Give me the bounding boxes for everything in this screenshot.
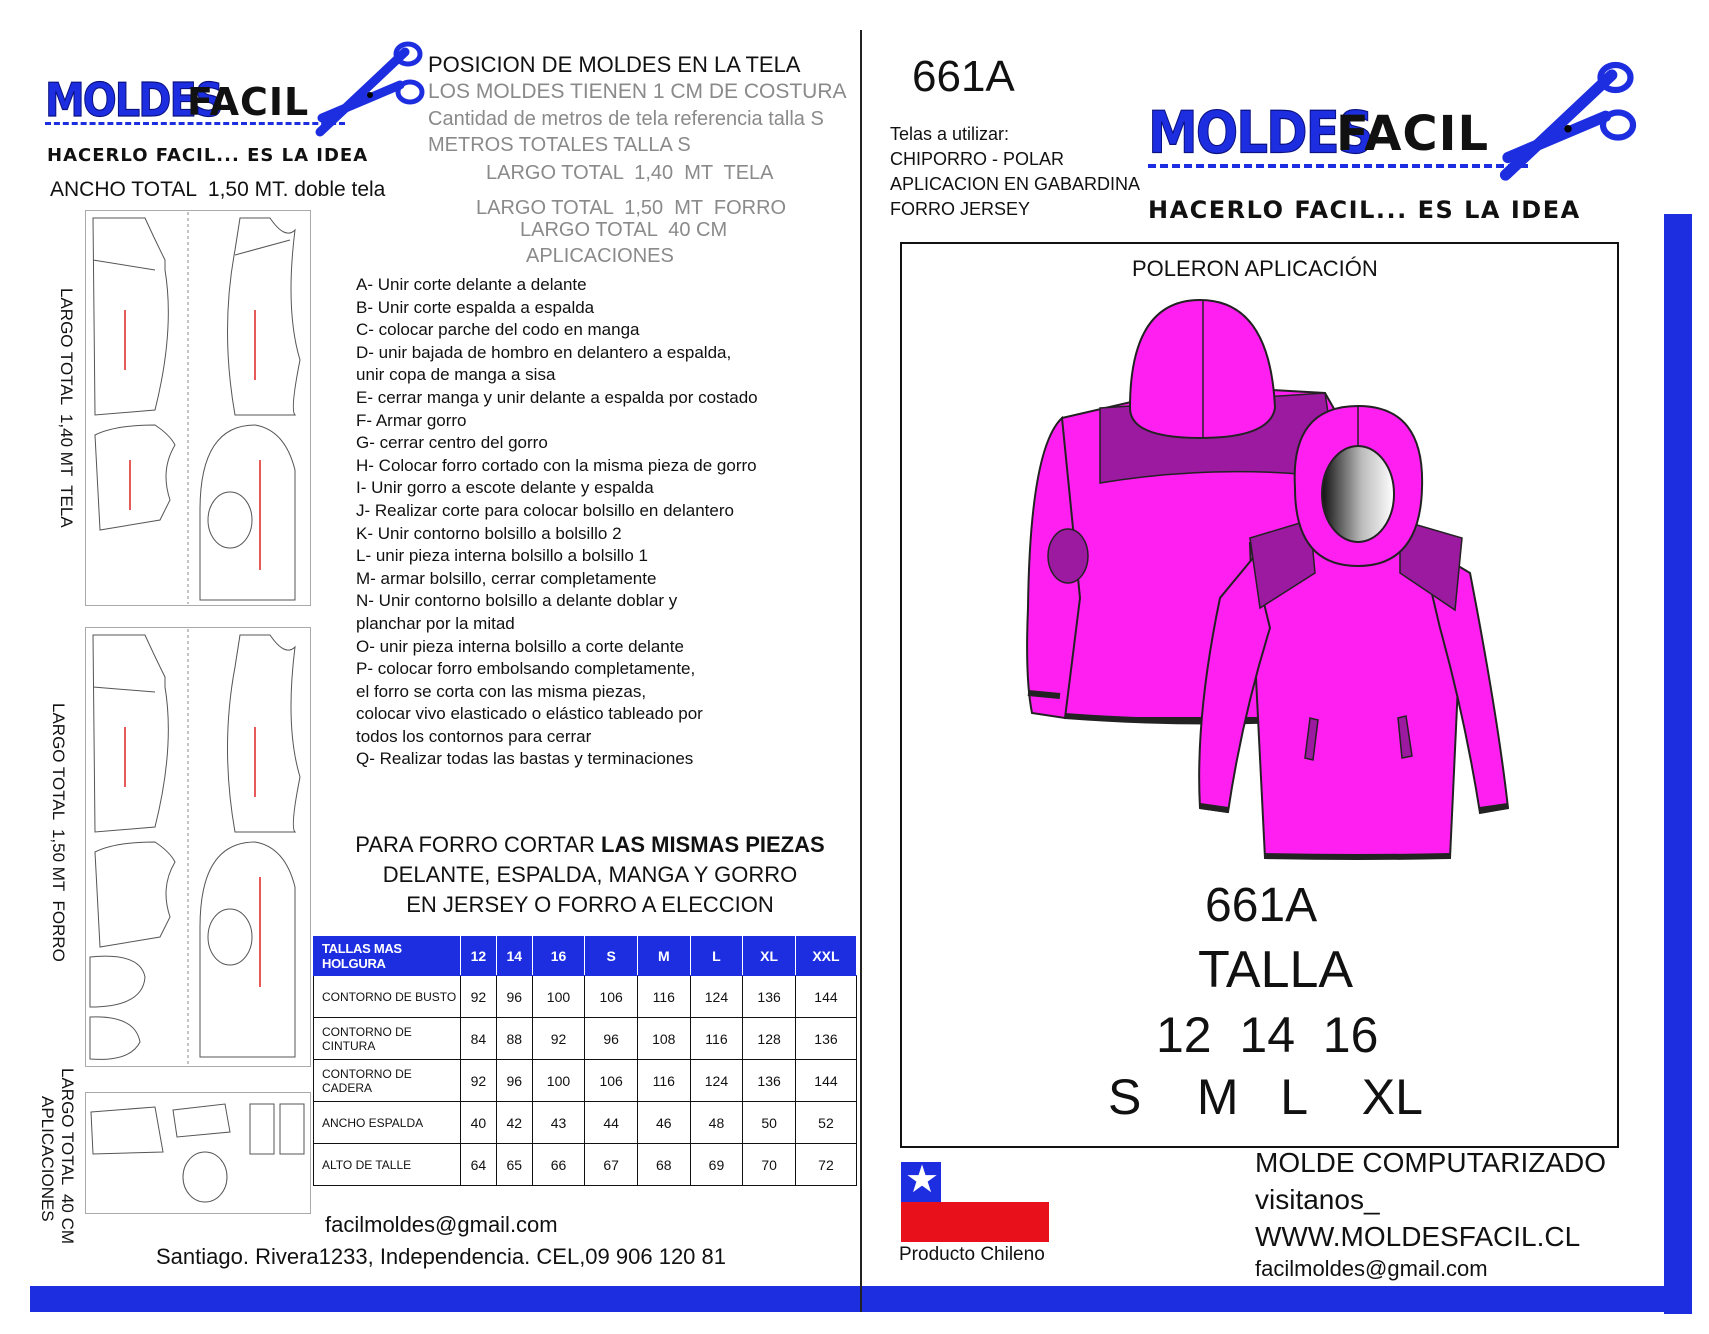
molde-visit: visitanos_ xyxy=(1255,1184,1380,1215)
step-line: unir copa de manga a sisa xyxy=(356,365,556,385)
telas-line: Telas a utilizar: xyxy=(890,124,1010,144)
step-line: C- colocar parche del codo en manga xyxy=(356,320,640,340)
table-cell: 72 xyxy=(795,1144,856,1186)
flag-red-band xyxy=(901,1202,1049,1242)
step-line: P- colocar forro embolsando completamente, xyxy=(356,659,696,679)
table-cell: 46 xyxy=(637,1102,690,1144)
telas-line: APLICACION EN GABARDINA xyxy=(890,174,1141,194)
step-line: M- armar bolsillo, cerrar completamente xyxy=(356,568,657,588)
header-title: POSICION DE MOLDES EN LA TELA xyxy=(428,52,801,77)
step-line: colocar vivo elasticado o elástico tableado por xyxy=(356,704,703,724)
logo-underline xyxy=(45,122,345,130)
table-row xyxy=(314,1018,857,1060)
table-cell: 96 xyxy=(496,976,532,1018)
size-table xyxy=(313,936,857,1186)
step-line: O- unir pieza interna bolsillo a corte delante xyxy=(356,636,684,656)
header-costura: LOS MOLDES TIENEN 1 CM DE COSTURA xyxy=(428,80,847,103)
telas-list xyxy=(890,122,1140,222)
table-cell: 88 xyxy=(496,1018,532,1060)
table-cell: 70 xyxy=(743,1144,796,1186)
forro-note-line3: EN JERSEY O FORRO A ELECCION xyxy=(406,892,774,917)
flag-caption: Producto Chileno xyxy=(899,1244,1045,1265)
table-cell: 116 xyxy=(637,976,690,1018)
header-aplicaciones: APLICACIONES xyxy=(526,245,674,267)
logo-word-moldes: MOLDES xyxy=(1148,99,1372,167)
forro-note-line2: DELANTE, ESPALDA, MANGA Y GORRO xyxy=(382,862,798,887)
telas-line: FORRO JERSEY xyxy=(890,199,1031,219)
table-cell: 66 xyxy=(532,1144,585,1186)
step-line: H- Colocar forro cortado con la misma pieza de gorro xyxy=(356,455,757,475)
table-cell: 96 xyxy=(496,1060,532,1102)
ancho-total: ANCHO TOTAL 1,50 MT. doble tela xyxy=(50,178,386,201)
table-cell: 128 xyxy=(743,1018,796,1060)
step-line: L- unir pieza interna bolsillo a bolsillo 1 xyxy=(356,546,648,566)
bottom-divider-notch xyxy=(860,1286,862,1312)
vertical-label-tela: LARGO TOTAL 1,40 MT TELA xyxy=(57,288,76,528)
model-code: 661A xyxy=(912,52,1015,101)
table-cell: 68 xyxy=(637,1144,690,1186)
step-line: G- cerrar centro del gorro xyxy=(356,433,548,453)
flag-white-band xyxy=(941,1162,1049,1202)
forro-note xyxy=(320,830,860,920)
step-line: N- Unir contorno bolsillo a delante doblar y xyxy=(356,591,678,611)
table-cell: 136 xyxy=(795,1018,856,1060)
scissors-icon xyxy=(310,40,430,140)
table-row xyxy=(314,1144,857,1186)
header-metros: METROS TOTALES TALLA S xyxy=(428,134,691,156)
table-header-cell: TALLAS MAS HOLGURA xyxy=(314,937,461,976)
step-line: planchar por la mitad xyxy=(356,613,515,633)
vertical-label-largo-aplic: LARGO TOTAL 40 CM xyxy=(58,1068,77,1245)
page-divider xyxy=(860,30,862,1312)
table-row xyxy=(314,1102,857,1144)
assembly-steps xyxy=(356,274,758,771)
right-blue-bar xyxy=(1664,214,1692,1314)
garment-title: POLERON APLICACIÓN xyxy=(1132,256,1378,281)
table-header-cell: S xyxy=(585,937,638,976)
right-tagline: HACERLO FACIL... ES LA IDEA xyxy=(1148,196,1581,224)
table-cell: 50 xyxy=(743,1102,796,1144)
step-line: K- Unir contorno bolsillo a bolsillo 2 xyxy=(356,523,622,543)
table-cell: 116 xyxy=(637,1060,690,1102)
step-line: el forro se corta con las misma piezas, xyxy=(356,681,647,701)
table-cell: 100 xyxy=(532,976,585,1018)
website-link[interactable]: WWW.MOLDESFACIL.CL xyxy=(1255,1221,1581,1252)
left-email: facilmoldes@gmail.com xyxy=(325,1212,558,1237)
logo-underline xyxy=(1148,164,1528,173)
header-largo-forro: LARGO TOTAL 1,50 MT FORRO xyxy=(476,197,787,219)
step-line: todos los contornos para cerrar xyxy=(356,726,592,746)
header-largo-aplic: LARGO TOTAL 40 CM xyxy=(520,219,728,241)
step-line: Q- Realizar todas las bastas y terminaciones xyxy=(356,749,694,769)
hoodie-illustration xyxy=(1020,298,1530,864)
table-cell: 96 xyxy=(585,1018,638,1060)
table-header-cell: 14 xyxy=(496,937,532,976)
flag-star-icon: ★ xyxy=(905,1159,940,1201)
table-row xyxy=(314,1060,857,1102)
table-cell: 65 xyxy=(496,1144,532,1186)
table-cell: 48 xyxy=(690,1102,743,1144)
step-line: D- unir bajada de hombro en delantero a espalda, xyxy=(356,342,732,362)
step-line: A- Unir corte delante a delante xyxy=(356,275,587,294)
table-cell: 100 xyxy=(532,1060,585,1102)
logo-word-moldes: MOLDES xyxy=(45,74,222,128)
pattern-layout-aplicaciones xyxy=(85,1092,311,1214)
table-cell: 67 xyxy=(585,1144,638,1186)
table-header-cell: XL xyxy=(743,937,796,976)
scissors-icon xyxy=(1493,60,1643,185)
size-table-header xyxy=(314,937,857,976)
table-cell: 144 xyxy=(795,976,856,1018)
table-cell: 42 xyxy=(496,1102,532,1144)
table-cell: 106 xyxy=(585,976,638,1018)
telas-line: CHIPORRO - POLAR xyxy=(890,149,1065,169)
sizes-numeric: 12 14 16 xyxy=(1156,1007,1379,1063)
table-cell: 92 xyxy=(532,1018,585,1060)
table-cell: ANCHO ESPALDA xyxy=(314,1102,461,1144)
step-line: E- cerrar manga y unir delante a espalda por costado xyxy=(356,387,758,407)
molde-block xyxy=(1255,1144,1606,1255)
table-header-cell: M xyxy=(637,937,690,976)
pattern-layout-tela xyxy=(85,210,311,606)
sizes-letters: S M L XL xyxy=(1108,1069,1423,1125)
table-cell: 64 xyxy=(461,1144,497,1186)
table-cell: 124 xyxy=(690,976,743,1018)
table-cell: 69 xyxy=(690,1144,743,1186)
table-header-cell: 12 xyxy=(461,937,497,976)
step-line: B- Unir corte espalda a espalda xyxy=(356,297,595,317)
table-cell: 136 xyxy=(743,1060,796,1102)
logo-word-facil: FACIL xyxy=(1336,106,1490,162)
table-cell: 84 xyxy=(461,1018,497,1060)
header-cantidad: Cantidad de metros de tela referencia talla S xyxy=(428,108,824,130)
table-cell: ALTO DE TALLE xyxy=(314,1144,461,1186)
table-cell: 136 xyxy=(743,976,796,1018)
model-code-large: 661A xyxy=(1205,879,1318,932)
table-cell: CONTORNO DE CADERA xyxy=(314,1060,461,1102)
talla-label: TALLA xyxy=(1198,941,1354,999)
table-cell: 108 xyxy=(637,1018,690,1060)
table-cell: CONTORNO DE CINTURA xyxy=(314,1018,461,1060)
table-header-cell: XXL xyxy=(795,937,856,976)
table-cell: 144 xyxy=(795,1060,856,1102)
chile-flag xyxy=(901,1159,1049,1242)
molde-title: MOLDE COMPUTARIZADO xyxy=(1255,1147,1607,1178)
table-cell: 44 xyxy=(585,1102,638,1144)
vertical-label-aplicaciones: APLICACIONES xyxy=(38,1096,57,1222)
table-header-cell: L xyxy=(690,937,743,976)
table-row xyxy=(314,976,857,1018)
vertical-label-forro: LARGO TOTAL 1,50 MT FORRO xyxy=(49,703,68,962)
right-email[interactable]: facilmoldes@gmail.com xyxy=(1255,1256,1488,1281)
table-cell: 116 xyxy=(690,1018,743,1060)
table-cell: 43 xyxy=(532,1102,585,1144)
table-cell: 124 xyxy=(690,1060,743,1102)
table-cell: 52 xyxy=(795,1102,856,1144)
header-largo-tela: LARGO TOTAL 1,40 MT TELA xyxy=(486,162,774,184)
left-tagline: HACERLO FACIL... ES LA IDEA xyxy=(47,145,369,166)
table-cell: 40 xyxy=(461,1102,497,1144)
step-line: J- Realizar corte para colocar bolsillo en delantero xyxy=(356,500,734,520)
forro-note-line1: PARA FORRO CORTAR LAS MISMAS PIEZAS xyxy=(355,832,825,857)
logo-word-facil: FACIL xyxy=(187,80,310,124)
left-address: Santiago. Rivera1233, Independencia. CEL,09 906 120 81 xyxy=(156,1244,726,1269)
table-cell: 92 xyxy=(461,976,497,1018)
step-line: F- Armar gorro xyxy=(356,410,467,430)
step-line: I- Unir gorro a escote delante y espalda xyxy=(356,478,654,498)
table-cell: CONTORNO DE BUSTO xyxy=(314,976,461,1018)
pattern-layout-forro xyxy=(85,627,311,1067)
table-cell: 106 xyxy=(585,1060,638,1102)
table-cell: 92 xyxy=(461,1060,497,1102)
table-header-cell: 16 xyxy=(532,937,585,976)
